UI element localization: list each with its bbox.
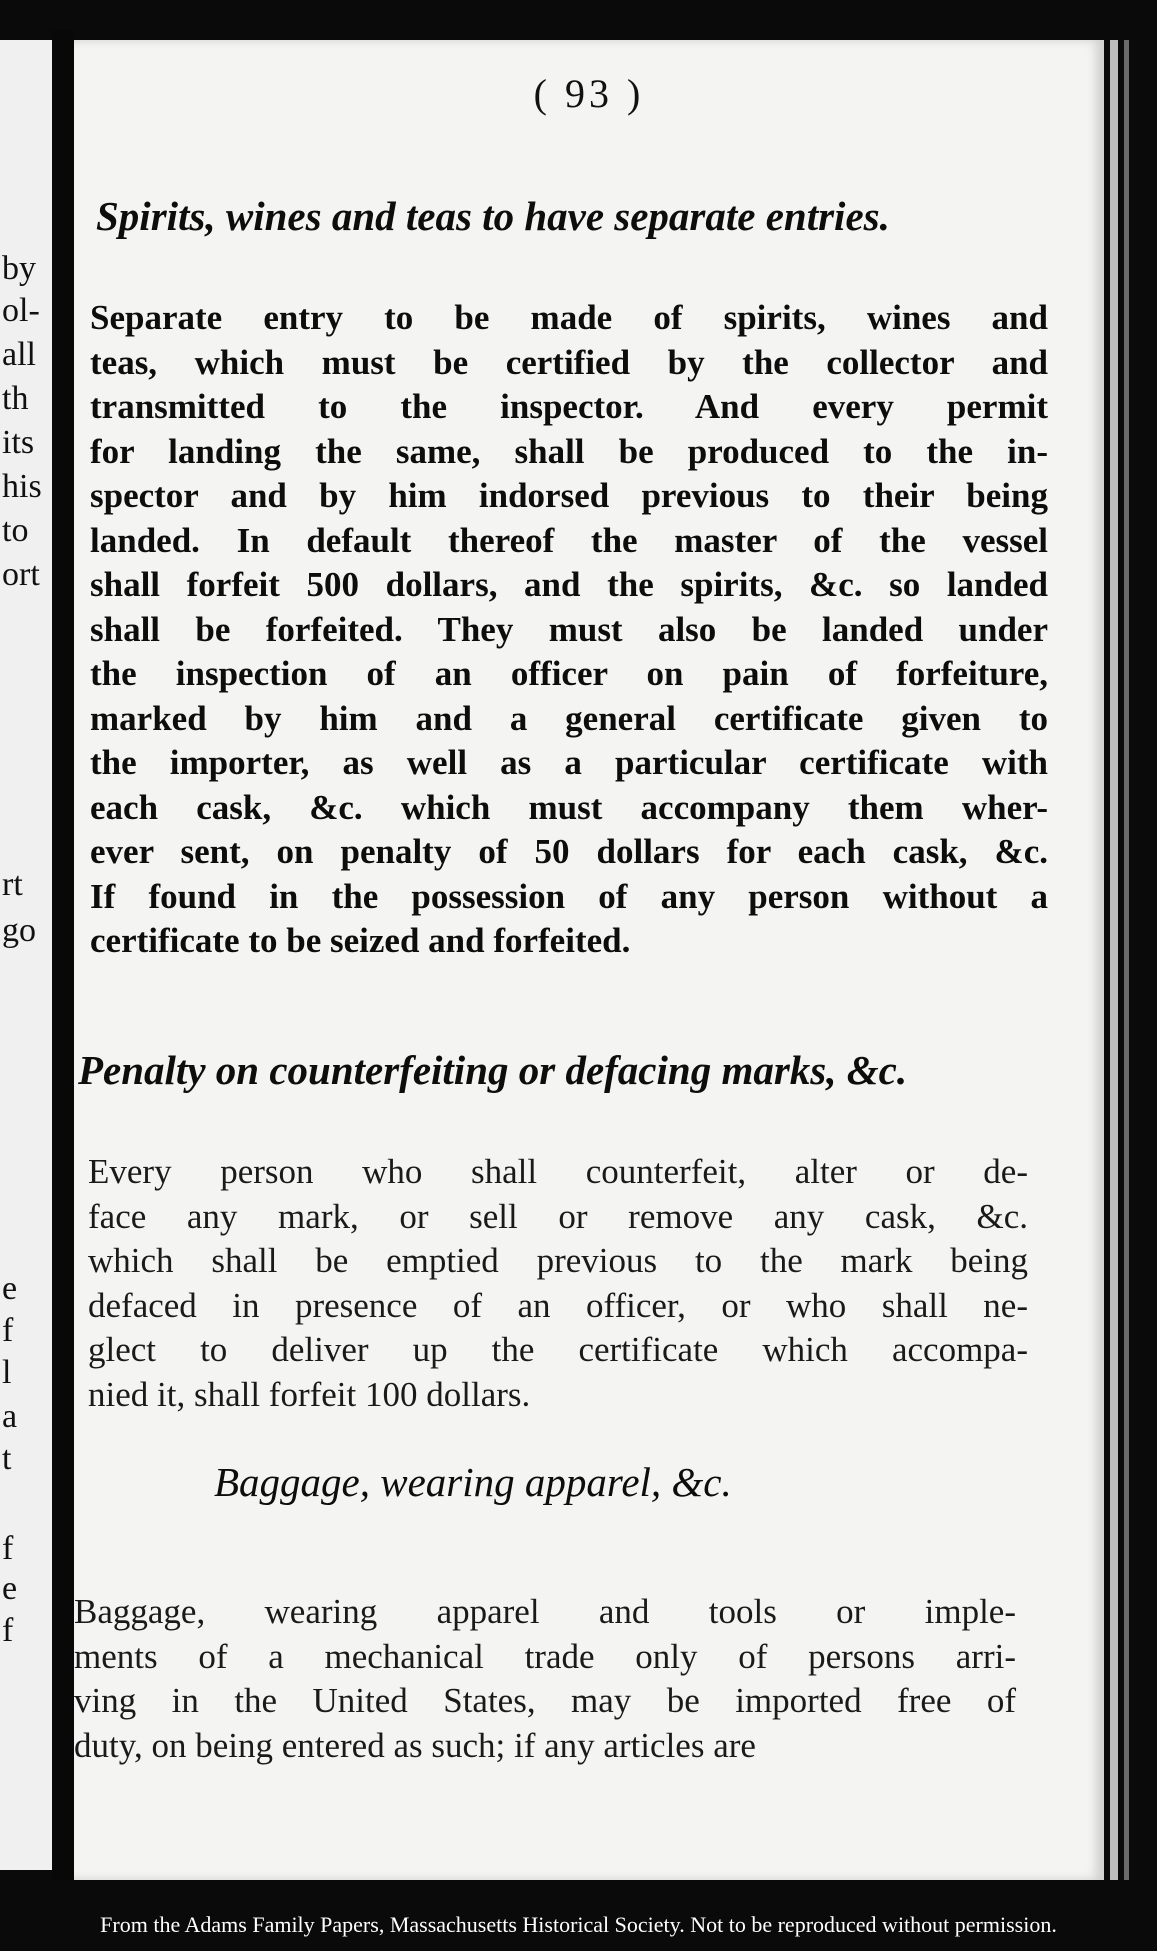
copyright-caption: From the Adams Family Papers, Massachusetts Historical Society. Not to be reproduced without permission.	[100, 1912, 1057, 1937]
left-fragment: e	[2, 1270, 18, 1307]
text-line: Every person who shall counterfeit, alter or de-	[88, 1152, 1028, 1191]
section-heading-penalty: Penalty on counterfeiting or defacing marks, &c.	[78, 1047, 908, 1093]
text-line: ving in the United States, may be imported free of	[74, 1681, 1016, 1720]
text-line: face any mark, or sell or remove any cask, &c.	[88, 1196, 1028, 1236]
right-page-edge	[1104, 30, 1157, 1890]
book-page	[74, 40, 1104, 1880]
text-line: Separate entry to be made of spirits, wines and	[90, 298, 1048, 337]
left-fragment: all	[2, 336, 36, 373]
left-fragment: f	[2, 1612, 14, 1649]
text-line: certificate to be seized and forfeited.	[90, 921, 631, 960]
text-line: glect to deliver up the certificate which accompa-	[88, 1330, 1028, 1369]
text-line: shall be forfeited. They must also be landed under	[90, 609, 1048, 649]
left-fragment: ort	[2, 556, 40, 593]
left-fragment: ol-	[2, 292, 40, 329]
section-body-spirits	[90, 296, 1048, 964]
left-fragment: his	[2, 468, 42, 505]
text-line: Baggage, wearing apparel and tools or imple-	[74, 1592, 1016, 1631]
text-line: shall forfeit 500 dollars, and the spirits, &c. so landed	[90, 565, 1048, 604]
text-line: ments of a mechanical trade only of persons arri-	[74, 1636, 1016, 1676]
text-line: nied it, shall forfeit 100 dollars.	[88, 1374, 531, 1414]
left-fragment: t	[2, 1440, 12, 1477]
text-line: which shall be emptied previous to the mark being	[88, 1241, 1028, 1280]
left-fragment: a	[2, 1398, 18, 1435]
left-fragment: f	[2, 1312, 14, 1349]
text-line: spector and by him indorsed previous to their being	[90, 476, 1048, 515]
text-line: for landing the same, shall be produced to the in-	[90, 431, 1048, 471]
text-line: the inspection of an officer on pain of forfeiture,	[90, 654, 1048, 693]
section-heading-spirits: Spirits, wines and teas to have separate entries.	[96, 193, 890, 239]
text-line: transmitted to the inspector. And every permit	[90, 387, 1048, 426]
left-fragment: e	[2, 1570, 18, 1607]
text-line: ever sent, on penalty of 50 dollars for each cask, &c.	[90, 832, 1048, 871]
text-line: each cask, &c. which must accompany them wher-	[90, 787, 1048, 827]
book-gutter	[52, 30, 74, 1880]
left-fragment: go	[2, 912, 36, 949]
text-line: If found in the possession of any person without a	[90, 876, 1048, 916]
text-line: landed. In default thereof the master of the vessel	[90, 520, 1048, 560]
left-fragment: l	[2, 1354, 12, 1391]
page-number: ( 93 )	[533, 71, 645, 116]
left-fragment: by	[2, 250, 36, 287]
left-fragment: its	[2, 424, 35, 461]
left-fragment: to	[2, 512, 29, 549]
left-fragment: f	[2, 1530, 14, 1567]
left-page-edge	[0, 40, 52, 1870]
section-heading-baggage: Baggage, wearing apparel, &c.	[214, 1459, 732, 1505]
section-body-baggage	[74, 1590, 1016, 1768]
section-body-penalty	[88, 1150, 1028, 1417]
left-fragment: th	[2, 380, 29, 417]
text-line: marked by him and a general certificate given to	[90, 698, 1048, 738]
text-line: the importer, as well as a particular certificate with	[90, 743, 1048, 782]
text-line: defaced in presence of an officer, or who shall ne-	[88, 1285, 1028, 1325]
left-fragment: rt	[2, 866, 23, 903]
text-line: teas, which must be certified by the collector and	[90, 342, 1048, 382]
text-line: duty, on being entered as such; if any articles are	[74, 1725, 756, 1765]
